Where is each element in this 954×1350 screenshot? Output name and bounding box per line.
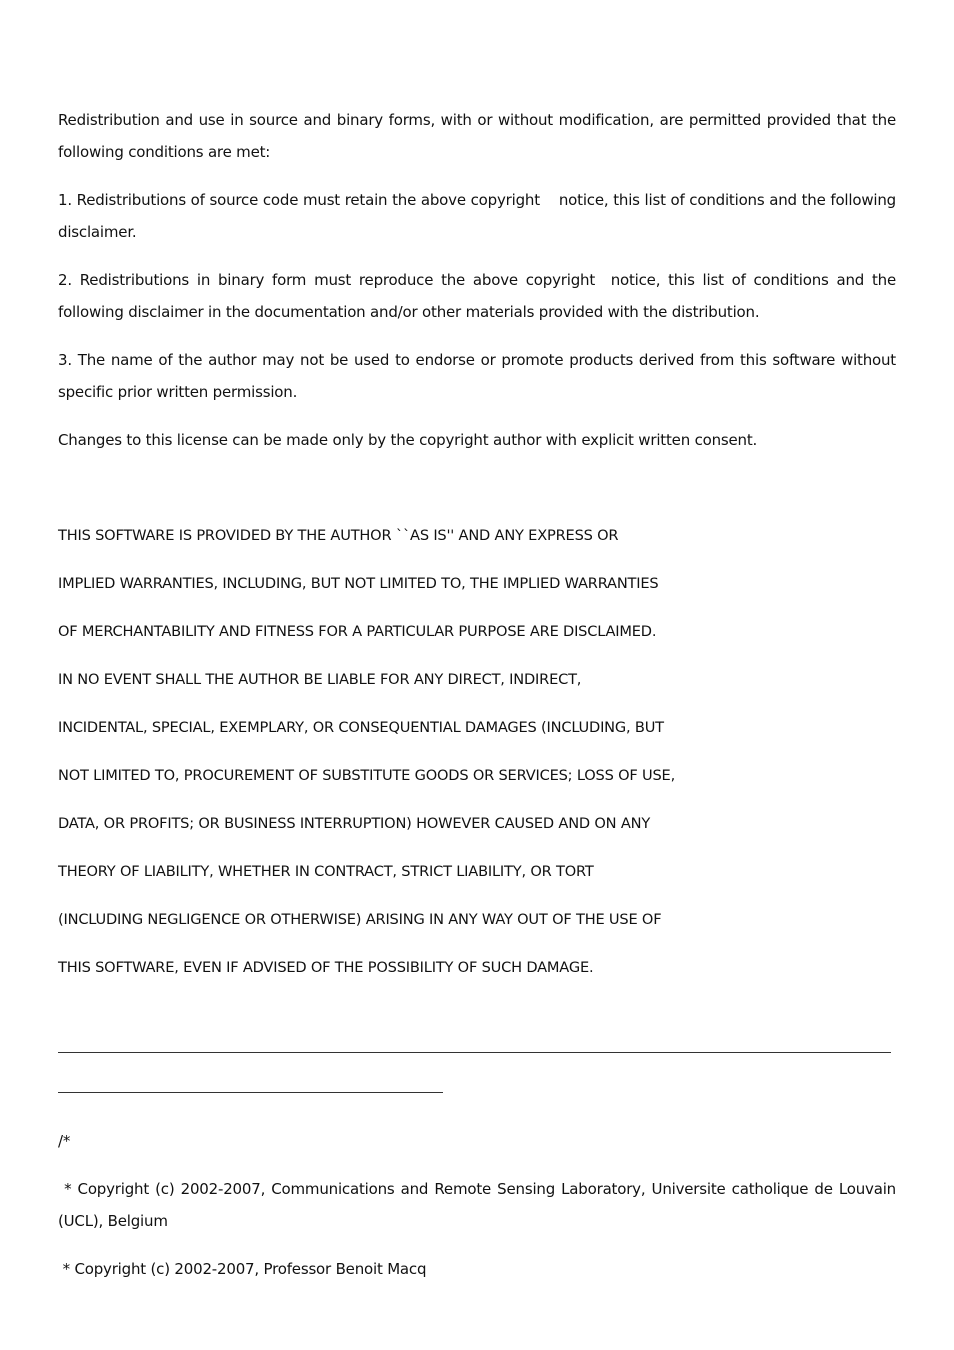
disclaimer-line: THEORY OF LIABILITY, WHETHER IN CONTRACT, STRICT LIABILITY, OR TORT [58, 863, 594, 880]
license-intro: Redistribution and use in source and binary forms, with or without modification, are permitted provided that the following conditions are met: [58, 111, 896, 161]
license-changes: Changes to this license can be made only by the copyright author with explicit written consent. [58, 431, 758, 449]
comment-open: /* [58, 1132, 71, 1150]
copyright-line-crsl: * Copyright (c) 2002-2007, Communications and Remote Sensing Laboratory, Universite catholique de Louvain (UCL), Belgium [58, 1180, 901, 1230]
disclaimer-line: THIS SOFTWARE, EVEN IF ADVISED OF THE POSSIBILITY OF SUCH DAMAGE. [58, 959, 594, 976]
disclaimer-line: IN NO EVENT SHALL THE AUTHOR BE LIABLE FOR ANY DIRECT, INDIRECT, [58, 671, 582, 688]
disclaimer-line: INCIDENTAL, SPECIAL, EXEMPLARY, OR CONSEQUENTIAL DAMAGES (INCLUDING, BUT [58, 719, 664, 736]
license-condition-2: 2. Redistributions in binary form must reproduce the above copyright notice, this list of conditions and the following disclaimer in the documentation and/or other materials provided with the distribution. [58, 271, 901, 321]
copyright-line-macq: * Copyright (c) 2002-2007, Professor Benoit Macq [58, 1260, 427, 1278]
disclaimer-line: DATA, OR PROFITS; OR BUSINESS INTERRUPTION) HOWEVER CAUSED AND ON ANY [58, 815, 651, 832]
license-condition-1: 1. Redistributions of source code must retain the above copyright notice, this list of conditions and the following disclaimer. [58, 191, 901, 241]
disclaimer-line: (INCLUDING NEGLIGENCE OR OTHERWISE) ARISING IN ANY WAY OUT OF THE USE OF [58, 911, 662, 928]
disclaimer-line: THIS SOFTWARE IS PROVIDED BY THE AUTHOR ``AS IS'' AND ANY EXPRESS OR [58, 527, 619, 544]
warranty-disclaimer [58, 512, 896, 992]
disclaimer-line: IMPLIED WARRANTIES, INCLUDING, BUT NOT LIMITED TO, THE IMPLIED WARRANTIES [58, 575, 659, 592]
license-condition-3: 3. The name of the author may not be used to endorse or promote products derived from this software without specific prior written permission. [58, 351, 896, 401]
document-page [58, 104, 901, 1285]
disclaimer-line: OF MERCHANTABILITY AND FITNESS FOR A PARTICULAR PURPOSE ARE DISCLAIMED. [58, 623, 657, 640]
separator-rule [58, 1052, 891, 1053]
disclaimer-line: NOT LIMITED TO, PROCUREMENT OF SUBSTITUTE GOODS OR SERVICES; LOSS OF USE, [58, 767, 676, 784]
